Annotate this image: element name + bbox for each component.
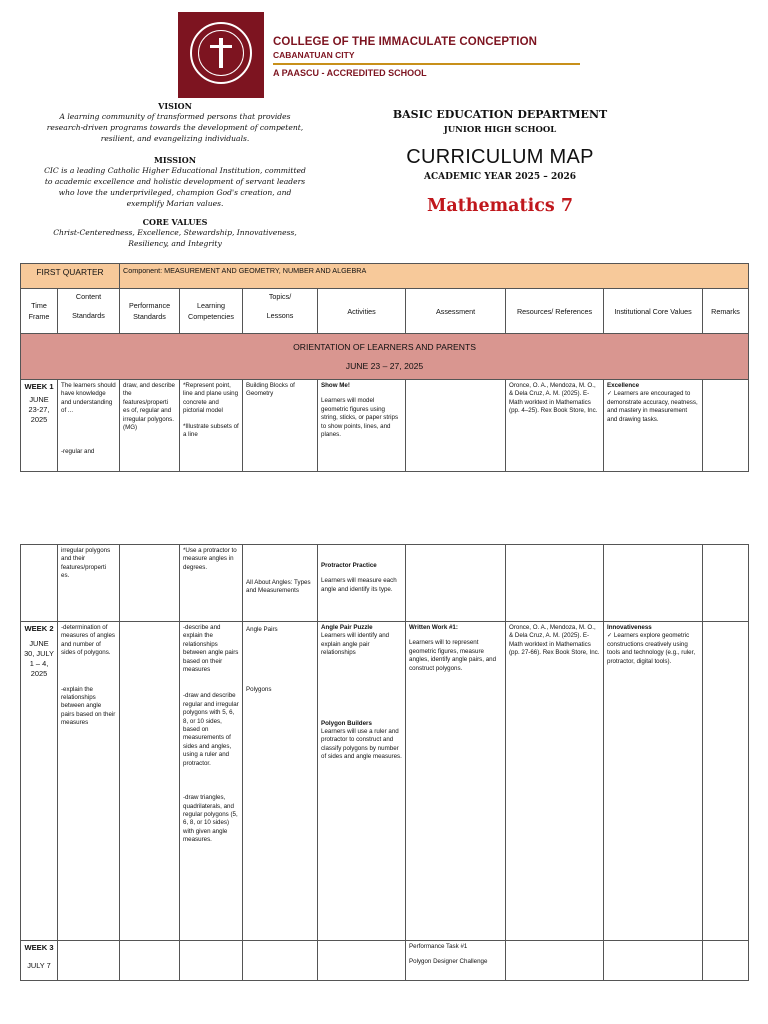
week-1-cell: WEEK 1 JUNE 23-27, 2025 (21, 380, 58, 472)
orientation-date: JUNE 23 – 27, 2025 (345, 361, 424, 371)
week-2-competencies: -describe and explain the relationships between angle pairs based on their measures -draw and describe regular and irregular polygons with 5, 6, 8, or 10 sides, based on measurements of sides and angles, using a ruler and protractor. -draw triangles, quadrilaterals, and regular polygons (5, 6, 8, or 10 sides) with given angle measures. (180, 622, 243, 941)
header-divider (273, 63, 580, 65)
orientation-banner (21, 334, 749, 380)
school-level: JUNIOR HIGH SCHOOL (443, 125, 557, 135)
table-row-week-2 (21, 622, 749, 941)
col-performance-standards: Performance Standards (120, 289, 180, 334)
component-label: Component: MEASUREMENT AND GEOMETRY, NUMBER AND ALGEBRA (120, 264, 749, 289)
quarter-label: FIRST QUARTER (21, 264, 120, 289)
mission-heading: MISSION (154, 155, 196, 165)
week-1-activities: Show Me! Learners will model geometric figures using string, sticks, or paper strips to show points, lines, and planes. (318, 380, 406, 472)
academic-year: ACADEMIC YEAR 2025 – 2026 (423, 172, 576, 182)
week-3-content-standards (58, 941, 120, 981)
cont-competency: *Use a protractor to measure angles in degrees. (180, 545, 243, 622)
week-3-performance-standards (120, 941, 180, 981)
table-row-week-1 (21, 380, 749, 472)
week-3-competencies (180, 941, 243, 981)
core-values-text: Christ-Centeredness, Excellence, Stewardship, Innovativeness, Resiliency, and Integrity (53, 228, 297, 248)
department-title: BASIC EDUCATION DEPARTMENT (392, 108, 608, 121)
school-seal-icon (178, 12, 264, 98)
col-remarks: Remarks (703, 289, 749, 334)
week-3-cell: WEEK 3 JULY 7 (21, 941, 58, 981)
vision-text: A learning community of transformed persons that provides research-driven programs towards the development of competent, resilient, and evangelizing individuals. (46, 112, 304, 143)
week-1-performance-standards: draw, and describe the features/properti es of, regular and irregular polygons. (MG) (120, 380, 180, 472)
cont-performance-standards (120, 545, 180, 622)
week-2-core-values: Innovativeness ✓ Learners explore geometric constructions creatively using tools and technology (e.g., ruler, protractor, digital tools). (604, 622, 703, 941)
college-city: CABANATUAN CITY (273, 50, 355, 60)
cont-content-standards: irregular polygons and their features/properti es. (58, 545, 120, 622)
week-1-core-values: Excellence ✓ Learners are encouraged to demonstrate accuracy, neatness, and mastery in measurement and drawing tasks. (604, 380, 703, 472)
accreditation-label: A PAASCU - ACCREDITED SCHOOL (273, 68, 427, 78)
week-3-resources (506, 941, 604, 981)
week-1-content-standards: The learners should have knowledge and understanding of ... -regular and (58, 380, 120, 472)
week-2-assessment: Written Work #1: Learners will to represent geometric figures, measure angles, identify angle pairs, and construct polygons. (406, 622, 506, 941)
col-topics: Topics/ Lessons (243, 289, 318, 334)
mission-text: CIC is a leading Catholic Higher Educational Institution, committed to academic excellence and holistic development of servant leaders who love the underprivileged, champion God's creation, and exemplify Marian values. (44, 166, 306, 208)
cont-remarks (703, 545, 749, 622)
cont-core-values (604, 545, 703, 622)
col-assessment: Assessment (406, 289, 506, 334)
vision-heading: VISION (158, 101, 192, 111)
week-2-performance-standards (120, 622, 180, 941)
week-2-remarks (703, 622, 749, 941)
cont-activities: Protractor Practice Learners will measure each angle and identify its type. (318, 545, 406, 622)
week-3-core-values (604, 941, 703, 981)
week-2-resources: Oronce, O. A., Mendoza, M. O., & Dela Cruz, A. M. (2025). E-Math worktext in Mathematics (pp. 27-66). Rex Book Store, Inc. (506, 622, 604, 941)
col-activities: Activities (318, 289, 406, 334)
col-time-frame: Time Frame (21, 289, 58, 334)
week-2-topics: Angle Pairs Polygons (243, 622, 318, 941)
orientation-title: ORIENTATION OF LEARNERS AND PARENTS (293, 342, 476, 352)
col-core-values: Institutional Core Values (604, 289, 703, 334)
cont-resources (506, 545, 604, 622)
week-2-cell: WEEK 2 JUNE 30, JULY 1 – 4, 2025 (21, 622, 58, 941)
curriculum-table-1 (20, 263, 749, 472)
document-title: CURRICULUM MAP (406, 146, 594, 168)
week-3-remarks (703, 941, 749, 981)
week-1-topic: Building Blocks of Geometry (243, 380, 318, 472)
cont-time-frame (21, 545, 58, 622)
week-2-content-standards: -determination of measures of angles and number of sides of polygons. -explain the relationships between angle pairs based on their measures (58, 622, 120, 941)
col-content-standards: Content Standards (58, 289, 120, 334)
table-row-week-3 (21, 941, 749, 981)
week-2-activities: Angle Pair Puzzle Learners will identify and explain angle pair relationships Polygon Builders Learners will use a ruler and protractor to construct and classify polygons by number of sides and angle measures. (318, 622, 406, 941)
week-3-activities (318, 941, 406, 981)
curriculum-table-2 (20, 544, 749, 981)
col-learning-competencies: Learning Competencies (180, 289, 243, 334)
col-resources: Resources/ References (506, 289, 604, 334)
college-name: COLLEGE OF THE IMMACULATE CONCEPTION (273, 36, 538, 48)
subject-title: Mathematics 7 (426, 196, 573, 216)
week-1-assessment (406, 380, 506, 472)
week-1-remarks (703, 380, 749, 472)
week-3-topics (243, 941, 318, 981)
week-3-assessment: Performance Task #1 Polygon Designer Challenge (406, 941, 506, 981)
table-row-continuation (21, 545, 749, 622)
week-1-competencies: *Represent point, line and plane using concrete and pictorial model *Illustrate subsets of a line (180, 380, 243, 472)
cont-topic: All About Angles: Types and Measurements (243, 545, 318, 622)
core-values-heading: CORE VALUES (142, 217, 208, 227)
cont-assessment (406, 545, 506, 622)
week-1-resources: Oronce, O. A., Mendoza, M. O., & Dela Cruz, A. M. (2025). E-Math worktext in Mathematics (pp. 4–25). Rex Book Store, Inc. (506, 380, 604, 472)
